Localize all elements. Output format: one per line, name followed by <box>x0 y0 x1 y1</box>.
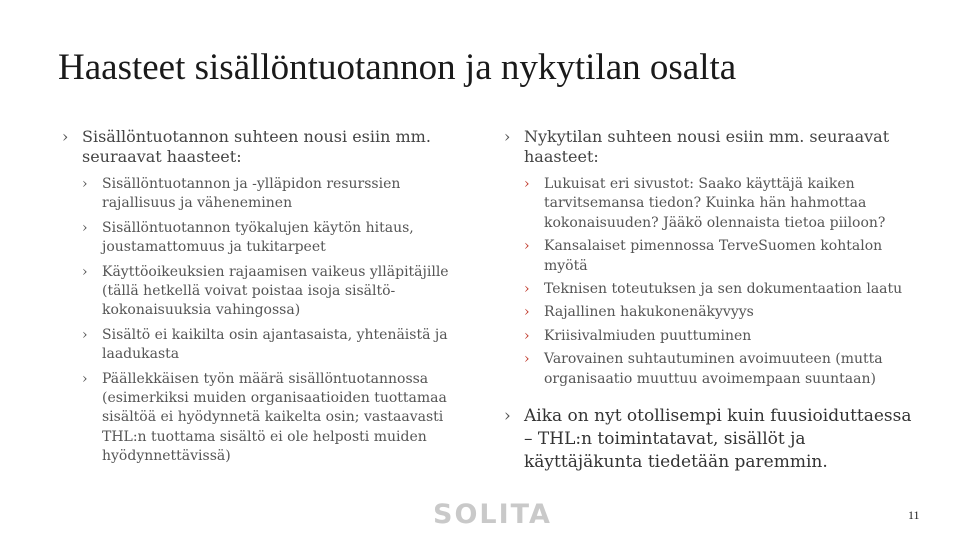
slide-title: Haasteet sisällöntuotannon ja nykytilan osalta <box>58 47 737 88</box>
left-bullet-list <box>62 127 462 467</box>
list-item: › Sisällöntuotannon työkalujen käytön hitaus, joustamattomuus ja tukitarpeet <box>82 219 462 258</box>
list-item: › Rajallinen hakukonenäkyvyys <box>524 303 924 322</box>
solita-logo: SOLITA <box>433 499 552 530</box>
left-column <box>62 127 462 472</box>
list-item: › Lukuisat eri sivustot: Saako käyttäjä kaiken tarvitsemansa tiedon? Kuinka hän hahmottaa kokonaisuuden? Jääkö olennaista tietoa piiloon? <box>524 175 924 233</box>
list-item: › Varovainen suhtautuminen avoimuuteen (mutta organisaatio muuttuu avoimempaan suuntaan) <box>524 350 924 389</box>
list-item: › Teknisen toteutuksen ja sen dokumentaation laatu <box>524 280 924 299</box>
list-item: › Päällekkäisen työn määrä sisällöntuotannossa (esimerkiksi muiden organisaatioiden tuottamaa sisältöä ei hyödynnetä kaikelta osin; vastaavasti THL:n tuottama sisältö ei ole helposti muiden hyödynnettävissä) <box>82 370 462 467</box>
right-sub-list <box>524 175 924 389</box>
page-number: 11 <box>908 508 920 522</box>
list-item: › Kansalaiset pimennossa TerveSuomen kohtalon myötä <box>524 237 924 276</box>
right-bullet-list <box>504 127 924 389</box>
list-item: › Käyttöoikeuksien rajaamisen vaikeus ylläpitäjille (tällä hetkellä voivat poistaa isoja sisältö-kokonaisuuksia vahingossa) <box>82 263 462 321</box>
right-heading-bullet <box>504 127 924 389</box>
list-item: › Kriisivalmiuden puuttuminen <box>524 327 924 346</box>
left-sub-list <box>82 175 462 467</box>
summary-list <box>504 405 924 474</box>
list-item: › Sisältö ei kaikilta osin ajantasaista, yhtenäistä ja laadukasta <box>82 326 462 365</box>
list-item: › Sisällöntuotannon ja -ylläpidon resurssien rajallisuus ja väheneminen <box>82 175 462 214</box>
summary-bullet: › Aika on nyt otollisempi kuin fuusioiduttaessa – THL:n toimintatavat, sisällöt ja käyttäjäkunta tiedetään paremmin. <box>504 405 924 474</box>
left-heading-text: Sisällöntuotannon suhteen nousi esiin mm. seuraavat haasteet: <box>82 127 431 166</box>
left-heading-bullet <box>62 127 462 467</box>
right-column <box>504 127 924 474</box>
right-heading-text: Nykytilan suhteen nousi esiin mm. seuraavat haasteet: <box>524 127 890 166</box>
